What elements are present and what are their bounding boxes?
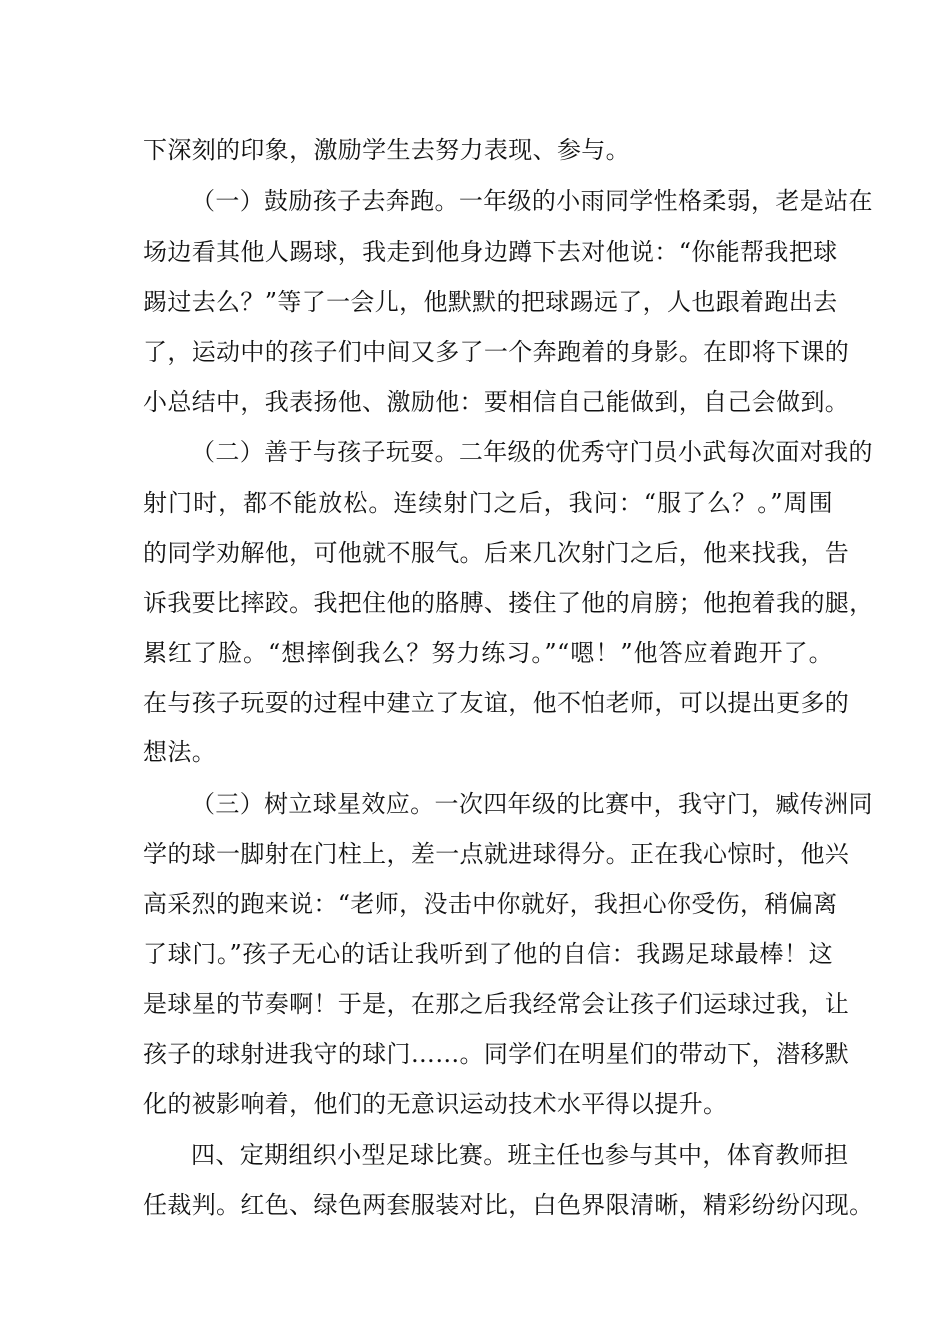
paragraph-4-start: 四、定期组织小型足球比赛。班主任也参与其中，体育教师担: [191, 1141, 849, 1169]
text-line: 累红了脸。“想摔倒我么？努力练习。”“嗯！”他答应着跑开了。: [143, 639, 833, 667]
text-line: 想法。: [143, 738, 217, 766]
text-line: 小总结中，我表扬他、激励他：要相信自己能做到，自己会做到。: [143, 388, 850, 416]
text-line: 了，运动中的孩子们中间又多了一个奔跑着的身影。在即将下课的: [143, 338, 850, 366]
text-line: 下深刻的印象，激励学生去努力表现、参与。: [143, 136, 630, 164]
text-line: 在与孩子玩耍的过程中建立了友谊，他不怕老师，可以提出更多的: [143, 689, 850, 717]
text-line: 学的球一脚射在门柱上，差一点就进球得分。正在我心惊时，他兴: [143, 840, 850, 868]
paragraph-3-start: （三）树立球星效应。一次四年级的比赛中，我守门，臧传洲同: [191, 790, 873, 818]
text-line: 孩子的球射进我守的球门……。同学们在明星们的带动下，潜移默: [143, 1040, 850, 1068]
text-line: 了球门。”孩子无心的话让我听到了他的自信：我踢足球最棒！这: [143, 940, 833, 968]
text-line: 化的被影响着，他们的无意识运动技术水平得以提升。: [143, 1090, 728, 1118]
text-line: 高采烈的跑来说：“老师，没击中你就好，我担心你受伤，稍偏离: [143, 890, 838, 918]
text-line: 踢过去么？”等了一会儿，他默默的把球踢远了，人也跟着跑出去: [143, 288, 838, 316]
text-line: 射门时，都不能放松。连续射门之后，我问：“服了么？。”周围: [143, 489, 833, 517]
text-line: 场边看其他人踢球，我走到他身边蹲下去对他说：“你能帮我把球: [143, 238, 838, 266]
paragraph-2-start: （二）善于与孩子玩耍。二年级的优秀守门员小武每次面对我的: [191, 438, 873, 466]
text-line: 诉我要比摔跤。我把住他的胳膊、搂住了他的肩膀；他抱着我的腿，: [143, 589, 874, 617]
text-line: 是球星的节奏啊！于是，在那之后我经常会让孩子们运球过我，让: [143, 990, 850, 1018]
text-line: 的同学劝解他，可他就不服气。后来几次射门之后，他来找我，告: [143, 539, 850, 567]
text-line: 任裁判。红色、绿色两套服装对比，白色界限清晰，精彩纷纷闪现。: [143, 1191, 874, 1219]
paragraph-1-start: （一）鼓励孩子去奔跑。一年级的小雨同学性格柔弱，老是站在: [191, 187, 873, 215]
